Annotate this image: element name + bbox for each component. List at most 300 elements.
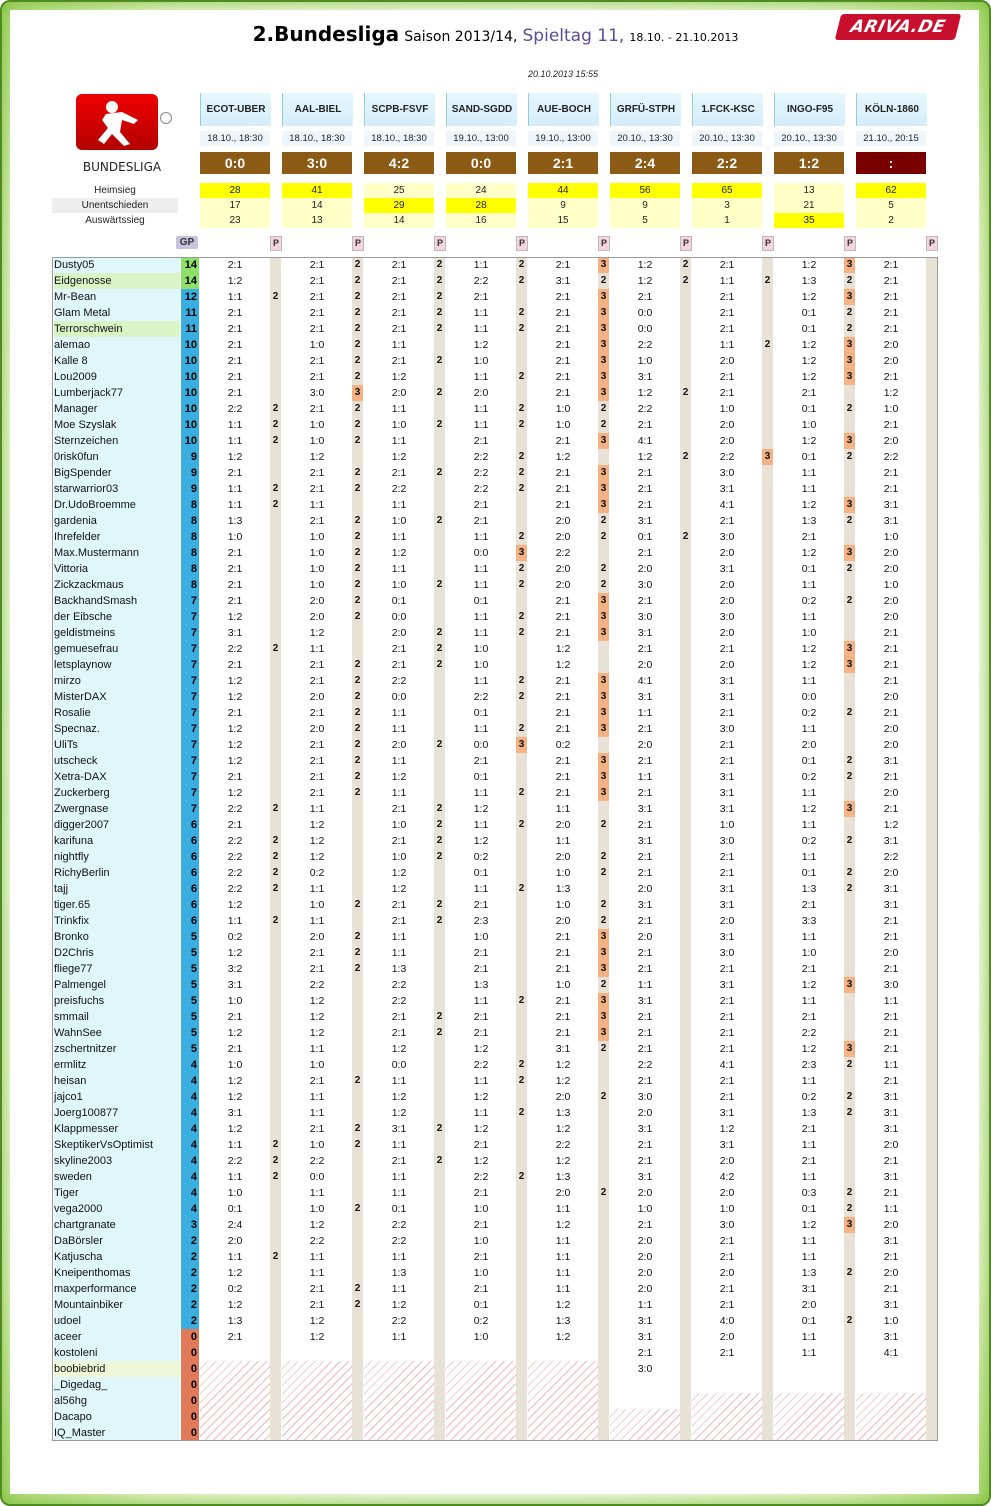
tip-points: [926, 625, 937, 641]
player-name[interactable]: tiger.65: [54, 897, 180, 913]
tip-points: [926, 1169, 937, 1185]
player-name[interactable]: Klappmesser: [54, 1121, 180, 1137]
player-name[interactable]: preisfuchs: [54, 993, 180, 1009]
player-name[interactable]: vega2000: [54, 1201, 180, 1217]
player-points: 2: [181, 1233, 199, 1249]
tip-points: [270, 1297, 281, 1313]
tip-points: [680, 769, 691, 785]
tip-points: 2: [436, 307, 443, 318]
tip-cell: 2:1: [637, 963, 653, 975]
player-name[interactable]: DaBörsler: [54, 1233, 180, 1249]
player-name[interactable]: skyline2003: [54, 1153, 180, 1169]
match-header-1.fck-ksc[interactable]: 1.FCK-KSC: [692, 93, 763, 126]
player-name[interactable]: fliege77: [54, 961, 180, 977]
table-row: [52, 961, 938, 977]
tip-points: [844, 1121, 855, 1137]
player-name[interactable]: Bronko: [54, 929, 180, 945]
tip-cell: 2:1: [309, 739, 325, 751]
player-name[interactable]: Lumberjack77: [54, 385, 180, 401]
tip-cell: 1:0: [227, 1187, 243, 1199]
player-points: 0: [181, 1409, 199, 1425]
player-name[interactable]: nightfly: [54, 849, 180, 865]
player-name[interactable]: gardenia: [54, 513, 180, 529]
tip-points: [434, 1281, 445, 1297]
table-row: [52, 897, 938, 913]
tip-cell: 2:1: [473, 1219, 489, 1231]
tip-stat-away: 5: [610, 213, 680, 228]
tip-cell: 2:2: [883, 451, 899, 463]
tip-cell: 3:1: [555, 275, 571, 287]
player-name[interactable]: mirzo: [54, 673, 180, 689]
tip-cell: 1:1: [719, 339, 735, 351]
match-header-sand-sgdd[interactable]: SAND-SGDD: [446, 93, 517, 126]
tip-points: [270, 1409, 281, 1425]
tip-points: [434, 609, 445, 625]
tip-cell: 1:1: [309, 1267, 325, 1279]
player-name[interactable]: RichyBerlin: [54, 865, 180, 881]
match-header-scpb-fsvf[interactable]: SCPB-FSVF: [364, 93, 435, 126]
tip-points: 2: [272, 483, 279, 494]
tip-points: 3: [352, 385, 363, 401]
tip-stat-away: 2: [856, 213, 926, 228]
player-name[interactable]: Ihrefelder: [54, 529, 180, 545]
player-name[interactable]: Vittoria: [54, 561, 180, 577]
tip-points: 3: [598, 321, 609, 337]
player-name[interactable]: BackhandSmash: [54, 593, 180, 609]
tip-points: 2: [436, 851, 443, 862]
tip-cell: 2:1: [883, 1187, 899, 1199]
tip-cell: 1:1: [391, 707, 407, 719]
tip-cell: [774, 1377, 844, 1393]
tip-cell: 2:1: [801, 387, 817, 399]
tip-points: [680, 1057, 691, 1073]
tip-points: 2: [354, 307, 361, 318]
tip-points: 3: [598, 497, 609, 513]
table-row: [52, 689, 938, 705]
tip-points: 2: [518, 819, 525, 830]
tip-points: [270, 1345, 281, 1361]
player-name[interactable]: Glam Metal: [54, 305, 180, 321]
tip-cell: 0:1: [801, 451, 817, 463]
player-name[interactable]: letsplaynow: [54, 657, 180, 673]
tip-points: [270, 369, 281, 385]
player-name[interactable]: UliTs: [54, 737, 180, 753]
player-name[interactable]: geldistmeins: [54, 625, 180, 641]
table-row: [52, 865, 938, 881]
tip-cell: 1:2: [555, 1123, 571, 1135]
tip-cell: 2:1: [883, 419, 899, 431]
tip-points: [434, 529, 445, 545]
tip-points: [844, 1345, 855, 1361]
tip-cell: 1:1: [309, 1187, 325, 1199]
match-date: 19.10., 13:00: [446, 131, 516, 146]
tip-cell: 1:2: [719, 1123, 735, 1135]
table-row: [52, 577, 938, 593]
tip-points: 2: [518, 467, 525, 478]
tip-points: [270, 545, 281, 561]
tip-points: [270, 321, 281, 337]
tip-cell: 2:1: [637, 595, 653, 607]
player-name[interactable]: boobiebrid: [54, 1361, 180, 1377]
tip-points: [434, 1249, 445, 1265]
tip-points: [516, 1377, 527, 1393]
tip-points: [926, 1153, 937, 1169]
tip-points: 3: [844, 497, 855, 513]
table-row: [52, 769, 938, 785]
tip-points: [680, 657, 691, 673]
tip-cell: 3:1: [719, 1107, 735, 1119]
player-name[interactable]: aceer: [54, 1329, 180, 1345]
tip-stat-draw: 21: [774, 198, 844, 213]
player-name[interactable]: starwarrior03: [54, 481, 180, 497]
tip-cell: 1:3: [801, 515, 817, 527]
player-points: 7: [181, 753, 199, 769]
player-name[interactable]: Manager: [54, 401, 180, 417]
tip-points: 3: [598, 961, 609, 977]
tip-points: [680, 897, 691, 913]
player-name[interactable]: Rosalie: [54, 705, 180, 721]
tip-cell: 0:1: [801, 867, 817, 879]
tip-cell: 2:1: [883, 371, 899, 383]
player-name[interactable]: alemao: [54, 337, 180, 353]
player-name[interactable]: Joerg100877: [54, 1105, 180, 1121]
tip-points: 3: [598, 369, 609, 385]
tip-cell: 2:1: [719, 1251, 735, 1263]
tip-points: [516, 801, 527, 817]
tip-points: [434, 1313, 445, 1329]
tip-cell: 0:3: [801, 1187, 817, 1199]
player-name[interactable]: smmail: [54, 1009, 180, 1025]
match-header-grfü-stph[interactable]: GRFÜ-STPH: [610, 93, 681, 126]
tip-cell: 1:0: [883, 1315, 899, 1327]
tip-cell: 1:0: [719, 1203, 735, 1215]
tip-cell: 1:3: [391, 963, 407, 975]
tip-cell: 1:1: [801, 675, 817, 687]
player-name[interactable]: Dacapo: [54, 1409, 180, 1425]
tip-cell: 2:1: [391, 275, 407, 287]
tip-points: 2: [354, 355, 361, 366]
tip-cell: 2:1: [391, 803, 407, 815]
player-name[interactable]: Specnaz.: [54, 721, 180, 737]
tip-cell: 2:2: [227, 1155, 243, 1167]
tip-cell: 3:1: [883, 1331, 899, 1343]
tip-points: [844, 1393, 855, 1409]
tip-cell: 1:2: [227, 675, 243, 687]
player-name[interactable]: sweden: [54, 1169, 180, 1185]
match-header-ingo-f95[interactable]: INGO-F95: [774, 93, 845, 126]
tip-points: [434, 961, 445, 977]
player-points: 7: [181, 721, 199, 737]
player-name[interactable]: Terrorschwein: [54, 321, 180, 337]
tip-cell: 2:2: [391, 1219, 407, 1231]
player-name[interactable]: Tiger: [54, 1185, 180, 1201]
player-name[interactable]: utscheck: [54, 753, 180, 769]
match-result: 1:2: [774, 152, 844, 174]
tip-cell: 1:0: [473, 1331, 489, 1343]
tip-cell: 1:2: [391, 1043, 407, 1055]
player-name[interactable]: heisan: [54, 1073, 180, 1089]
tip-cell: [856, 1377, 926, 1393]
player-name[interactable]: maxperformance: [54, 1281, 180, 1297]
tip-cell: 2:1: [719, 963, 735, 975]
player-name[interactable]: Sternzeichen: [54, 433, 180, 449]
match-header-aal-biel[interactable]: AAL-BIEL: [282, 93, 353, 126]
tip-cell: 1:2: [637, 451, 653, 463]
tip-points: 2: [600, 915, 607, 926]
player-name[interactable]: Dr.UdoBroemme: [54, 497, 180, 513]
tip-cell: 2:1: [719, 291, 735, 303]
tip-points: [762, 1217, 773, 1233]
player-name[interactable]: Xetra-DAX: [54, 769, 180, 785]
tip-cell: 1:1: [473, 1107, 489, 1119]
tip-points: [680, 1425, 691, 1441]
tip-points: [598, 1281, 609, 1297]
tip-points: [516, 1329, 527, 1345]
tip-points: [926, 337, 937, 353]
tip-points: [352, 1217, 363, 1233]
tip-points: 2: [354, 435, 361, 446]
tip-points: [926, 1185, 937, 1201]
tip-cell: 2:1: [555, 467, 571, 479]
tip-points: 2: [846, 323, 853, 334]
player-points: 2: [181, 1297, 199, 1313]
player-name[interactable]: IQ_Master: [54, 1425, 180, 1441]
player-points: 8: [181, 513, 199, 529]
player-name[interactable]: Mr-Bean: [54, 289, 180, 305]
player-name[interactable]: digger2007: [54, 817, 180, 833]
tip-cell: 3:0: [719, 947, 735, 959]
player-name[interactable]: Kneipenthomas: [54, 1265, 180, 1281]
tip-cell: 1:2: [391, 1107, 407, 1119]
tip-cell: 2:0: [719, 355, 735, 367]
tip-cell: 3:0: [719, 611, 735, 623]
tip-points: [516, 353, 527, 369]
tip-cell: 1:3: [227, 1315, 243, 1327]
tip-points: [926, 1057, 937, 1073]
tip-points: 2: [354, 1203, 361, 1214]
match-header-aue-boch[interactable]: AUE-BOCH: [528, 93, 599, 126]
match-header-ecot-uber[interactable]: ECOT-UBER: [200, 93, 271, 126]
tip-points: [762, 1089, 773, 1105]
player-name[interactable]: kostoleni: [54, 1345, 180, 1361]
tip-cell: 2:1: [227, 467, 243, 479]
tip-cell: 2:2: [227, 803, 243, 815]
tip-cell: 1:1: [473, 883, 489, 895]
ariva-logo[interactable]: ARIVA.DE: [835, 14, 961, 40]
tip-cell: 1:1: [801, 1171, 817, 1183]
tip-cell: 2:0: [883, 435, 899, 447]
player-name[interactable]: al56hg: [54, 1393, 180, 1409]
tip-cell: 2:0: [637, 1235, 653, 1247]
tip-points: [516, 641, 527, 657]
tip-points: [926, 1089, 937, 1105]
player-name[interactable]: karifuna: [54, 833, 180, 849]
tip-cell: 3:1: [637, 515, 653, 527]
tip-points: [270, 529, 281, 545]
tip-points: 2: [436, 1123, 443, 1134]
tip-cell: 2:2: [391, 995, 407, 1007]
tip-cell: 1:1: [637, 1299, 653, 1311]
tip-cell: 1:0: [637, 1203, 653, 1215]
table-row: [52, 929, 938, 945]
tip-points: 2: [518, 275, 525, 286]
tip-cell: 1:1: [473, 819, 489, 831]
tip-points: [598, 1265, 609, 1281]
tip-points: 2: [354, 467, 361, 478]
tip-cell: [282, 1345, 352, 1361]
tip-points: [270, 1425, 281, 1441]
player-name[interactable]: jajco1: [54, 1089, 180, 1105]
tip-points: 2: [354, 739, 361, 750]
player-name[interactable]: SkeptikerVsOptimist: [54, 1137, 180, 1153]
tip-cell: 2:1: [883, 1075, 899, 1087]
tip-points: 2: [846, 1203, 853, 1214]
tip-points: 2: [354, 323, 361, 334]
tip-cell: 0:1: [801, 307, 817, 319]
tip-points: [270, 1009, 281, 1025]
tip-points: [926, 641, 937, 657]
tip-cell: 2:1: [227, 307, 243, 319]
tip-points: [926, 705, 937, 721]
tip-points: [762, 977, 773, 993]
player-name[interactable]: Moe Szyslak: [54, 417, 180, 433]
tip-cell: 0:2: [801, 1091, 817, 1103]
tip-cell: 2:1: [883, 291, 899, 303]
tip-points: [516, 385, 527, 401]
tip-cell: 1:1: [309, 1251, 325, 1263]
tip-cell: 2:1: [555, 995, 571, 1007]
tip-cell: 1:1: [473, 675, 489, 687]
tip-cell: 1:1: [473, 403, 489, 415]
tip-cell: 3:1: [637, 1315, 653, 1327]
player-name[interactable]: WahnSee: [54, 1025, 180, 1041]
tip-cell: 2:1: [883, 1011, 899, 1023]
tip-points: [762, 1329, 773, 1345]
tip-cell: 1:0: [473, 931, 489, 943]
player-name[interactable]: Katjuscha: [54, 1249, 180, 1265]
tip-points: 3: [598, 1025, 609, 1041]
player-name[interactable]: Palmengel: [54, 977, 180, 993]
tip-cell: 2:1: [719, 371, 735, 383]
player-name[interactable]: Eidgenosse: [54, 273, 180, 289]
tip-points: 3: [844, 337, 855, 353]
player-name[interactable]: _Digedag_: [54, 1377, 180, 1393]
tip-points: [352, 1313, 363, 1329]
tip-points: [926, 513, 937, 529]
tip-points: [762, 1233, 773, 1249]
tip-points: 2: [354, 1075, 361, 1086]
tip-cell: 2:1: [637, 1219, 653, 1231]
player-name[interactable]: Trinkfix: [54, 913, 180, 929]
tip-points: [516, 1137, 527, 1153]
points-header: P: [352, 236, 364, 251]
tip-cell: 0:2: [801, 595, 817, 607]
tip-cell: 2:0: [719, 915, 735, 927]
timestamp: 20.10.2013 15:55: [527, 69, 599, 79]
tip-cell: 1:3: [391, 1267, 407, 1279]
tip-cell: 2:0: [719, 435, 735, 447]
tip-points: [270, 737, 281, 753]
player-name[interactable]: Zickzackmaus: [54, 577, 180, 593]
tip-points: 3: [598, 929, 609, 945]
tip-cell: 2:2: [391, 1315, 407, 1327]
player-name[interactable]: Lou2009: [54, 369, 180, 385]
player-name[interactable]: udoel: [54, 1313, 180, 1329]
table-row: [52, 417, 938, 433]
table-row: [52, 721, 938, 737]
player-name[interactable]: Zwergnase: [54, 801, 180, 817]
player-name[interactable]: chartgranate: [54, 1217, 180, 1233]
tip-points: [680, 1361, 691, 1377]
tip-points: 3: [598, 785, 609, 801]
tip-points: [762, 1185, 773, 1201]
tip-cell: 2:1: [719, 259, 735, 271]
tip-points: 2: [354, 947, 361, 958]
tip-points: [926, 497, 937, 513]
player-name[interactable]: der Eibsche: [54, 609, 180, 625]
tip-cell: 2:1: [719, 307, 735, 319]
player-points: 14: [181, 257, 199, 273]
player-name[interactable]: 0risk0fun: [54, 449, 180, 465]
tip-points: 3: [598, 593, 609, 609]
tip-cell: 2:1: [391, 643, 407, 655]
player-name[interactable]: gemuesefrau: [54, 641, 180, 657]
tip-points: [844, 1233, 855, 1249]
tip-points: [926, 465, 937, 481]
player-name[interactable]: zschertnitzer: [54, 1041, 180, 1057]
tip-points: [844, 849, 855, 865]
player-name[interactable]: tajj: [54, 881, 180, 897]
tip-points: [926, 817, 937, 833]
tip-points: [926, 897, 937, 913]
tip-points: [352, 801, 363, 817]
player-name[interactable]: ermlitz: [54, 1057, 180, 1073]
player-name[interactable]: Mountainbiker: [54, 1297, 180, 1313]
tip-points: [516, 289, 527, 305]
table-row: [52, 705, 938, 721]
player-name[interactable]: D2Chris: [54, 945, 180, 961]
tip-points: [516, 1089, 527, 1105]
tip-points: 2: [272, 851, 279, 862]
tip-points: [270, 1121, 281, 1137]
tip-cell: 2:0: [801, 1299, 817, 1311]
matchday-label: Spieltag 11,: [522, 26, 625, 46]
tip-points: [270, 1025, 281, 1041]
match-header-köln-1860[interactable]: KÖLN-1860: [856, 93, 927, 126]
tip-cell: 2:2: [227, 851, 243, 863]
tip-points: [598, 1377, 609, 1393]
player-name[interactable]: Dusty05: [54, 257, 180, 273]
match-date: 18.10., 18:30: [364, 131, 434, 146]
tip-points: 2: [354, 563, 361, 574]
tip-points: 3: [598, 945, 609, 961]
tip-points: 2: [600, 1187, 607, 1198]
tip-cell: 1:2: [801, 1219, 817, 1231]
player-name[interactable]: Zuckerberg: [54, 785, 180, 801]
table-row: [52, 433, 938, 449]
player-name[interactable]: Max.Mustermann: [54, 545, 180, 561]
tip-points: [270, 449, 281, 465]
player-name[interactable]: MisterDAX: [54, 689, 180, 705]
tip-points: [762, 369, 773, 385]
tip-cell: 3:1: [637, 371, 653, 383]
tip-cell: 0:1: [801, 403, 817, 415]
player-name[interactable]: BigSpender: [54, 465, 180, 481]
tip-points: 2: [354, 659, 361, 670]
match-date: 18.10., 18:30: [282, 131, 352, 146]
tip-points: [598, 1233, 609, 1249]
player-name[interactable]: Kalle 8: [54, 353, 180, 369]
